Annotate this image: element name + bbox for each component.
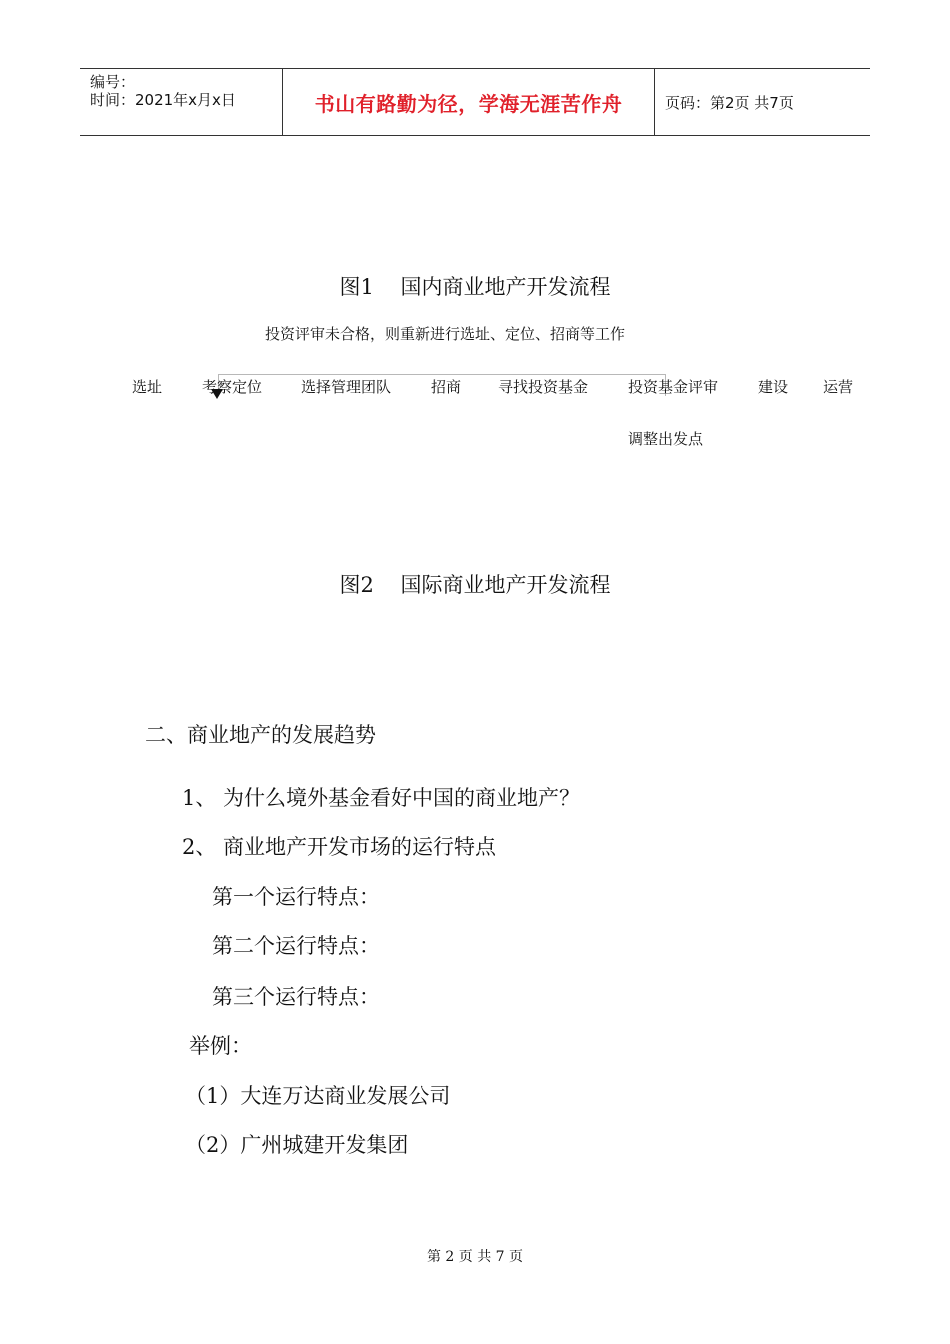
flow-step-leasing: 招商 [431,378,462,396]
flow-step-site-selection: 选址 [132,378,163,396]
header-page-info: 页码：第2页 共7页 [665,93,794,112]
header-left-cell [80,69,282,135]
example-label: 举例： [189,1034,252,1058]
header-right-cell [655,69,870,135]
page-footer: 第 2 页 共 7 页 [426,1249,524,1265]
flow-step-positioning: 考察定位 [202,378,263,396]
section-item-1: 1、 为什么境外基金看好中国的商业地产？ [182,786,581,810]
number-label: 编号： [90,73,136,91]
figure1-title: 图1 国内商业地产开发流程 [339,275,611,299]
time-label: 时间：2021年x月x日 [90,91,236,109]
header-motto: 书山有路勤为径，学海无涯苦作舟 [314,91,623,116]
flow-adjust-label: 调整出发点 [628,430,704,448]
flow-step-construction: 建设 [758,378,789,396]
flow-step-operation: 运营 [823,378,854,396]
flow-step-management-team: 选择管理团队 [301,378,392,396]
header-mid-cell [282,69,655,135]
feature-3: 第三个运行特点： [212,985,380,1009]
example-2: （2）广州城建开发集团 [185,1133,409,1157]
figure2-title: 图2 国际商业地产开发流程 [339,573,611,597]
feature-1: 第一个运行特点： [212,885,380,909]
section-item-2: 2、 商业地产开发市场的运行特点 [182,835,497,859]
section-heading: 二、商业地产的发展趋势 [145,723,376,747]
flow-step-find-fund: 寻找投资基金 [498,378,589,396]
example-1: （1）大连万达商业发展公司 [185,1084,451,1108]
feature-2: 第二个运行特点： [212,934,380,958]
flow-note: 投资评审未合格，则重新进行选址、定位、招商等工作 [264,325,625,343]
page-header [80,68,870,136]
flow-step-fund-review: 投资基金评审 [628,378,719,396]
